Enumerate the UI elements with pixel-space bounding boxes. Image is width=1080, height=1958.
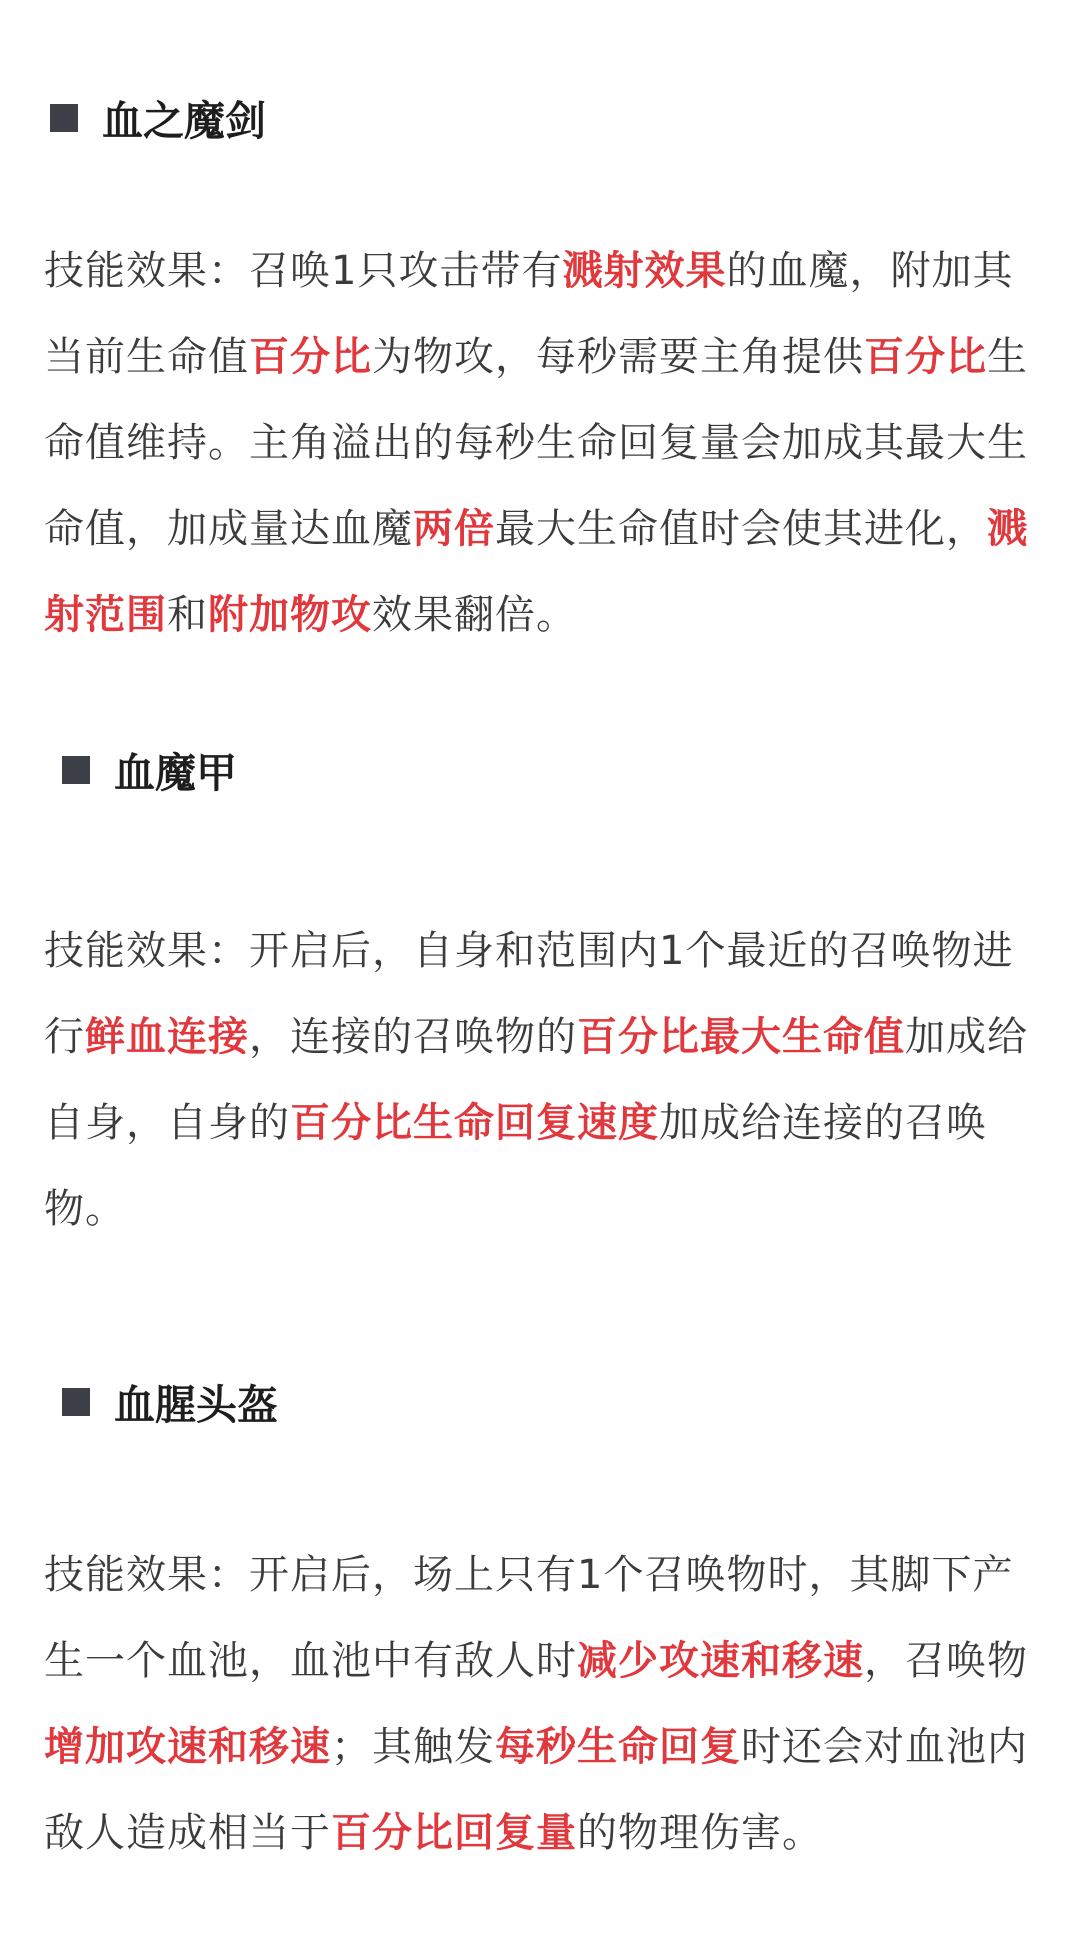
body-text: 的血魔，附加其当前生命值: [44, 248, 1014, 380]
section-paragraph-3: [44, 1532, 1036, 1876]
body-text: 为物攻，每秒需要主角提供: [372, 334, 864, 380]
body-text: 技能效果：开启后，场上只有1个召唤物时，其脚下产生一个血池，血池中有敌人时: [44, 1552, 1014, 1684]
section-paragraph-1: [44, 228, 1036, 658]
body-text: 时还会对血池内敌人造成相当于: [44, 1724, 1028, 1856]
body-text: ，连接的召唤物的: [249, 1014, 577, 1060]
section-paragraph-2: [44, 908, 1036, 1252]
body-text: 加成给连接的召唤物。: [44, 1100, 987, 1232]
highlight-text: 鲜血连接: [85, 1014, 249, 1060]
highlight-text: 百分比: [864, 334, 987, 380]
highlight-text: 减少攻速和移速: [577, 1638, 864, 1684]
body-text: 技能效果：召唤1只攻击带有: [44, 248, 563, 294]
highlight-text: 溅射范围: [44, 506, 1028, 638]
section-heading-2: [62, 740, 237, 799]
section-heading-3: [62, 1372, 278, 1431]
highlight-text: 附加物攻: [208, 592, 372, 638]
section-title: 血魔甲: [114, 749, 237, 797]
body-text: 效果翻倍。: [372, 592, 577, 638]
body-text: ；其触发: [331, 1724, 495, 1770]
body-text: 加成给自身，自身的: [44, 1014, 1028, 1146]
body-text: ，召唤物: [864, 1638, 1028, 1684]
highlight-text: 百分比回复量: [331, 1810, 577, 1856]
highlight-text: 增加攻速和移速: [44, 1724, 331, 1770]
highlight-text: 两倍: [413, 506, 495, 552]
section-heading-1: [50, 88, 266, 147]
highlight-text: 百分比生命回复速度: [290, 1100, 659, 1146]
section-title: 血腥头盔: [114, 1381, 278, 1429]
body-text: 技能效果：开启后，自身和范围内1个最近的召唤物进行: [44, 928, 1014, 1060]
square-bullet-icon: [62, 1388, 90, 1416]
body-text: 和: [167, 592, 208, 638]
highlight-text: 每秒生命回复: [495, 1724, 741, 1770]
highlight-text: 溅射效果: [562, 248, 727, 294]
section-title: 血之魔剑: [102, 97, 266, 145]
square-bullet-icon: [62, 756, 90, 784]
square-bullet-icon: [50, 104, 78, 132]
highlight-text: 百分比: [249, 334, 372, 380]
body-text: 最大生命值时会使其进化，: [495, 506, 987, 552]
highlight-text: 百分比最大生命值: [577, 1014, 905, 1060]
body-text: 生命值维持。主角溢出的每秒生命回复量会加成其最大生命值，加成量达血魔: [44, 334, 1028, 552]
body-text: 的物理伤害。: [577, 1810, 823, 1856]
